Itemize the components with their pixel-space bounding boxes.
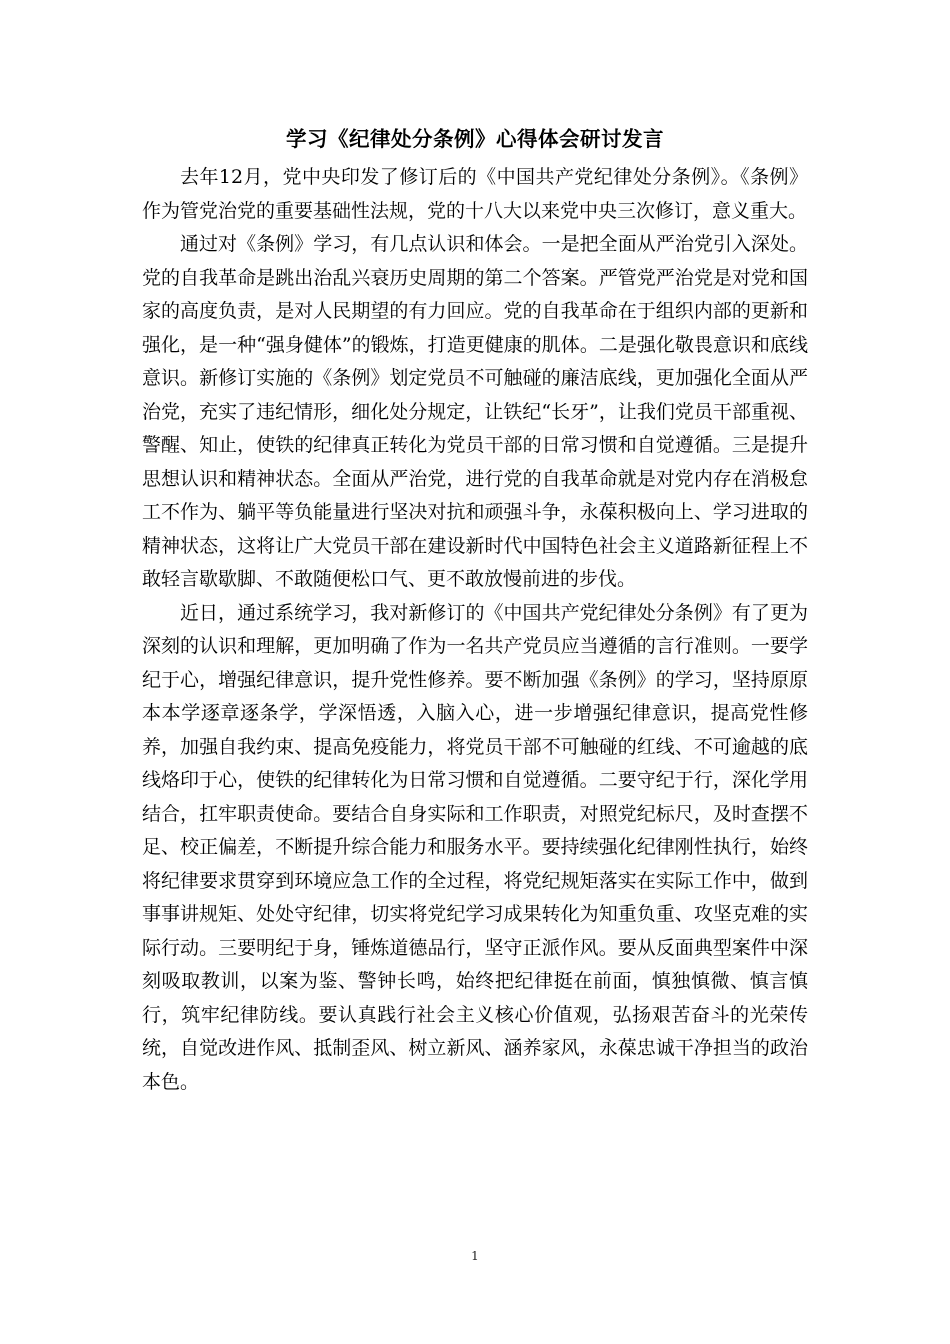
document-body: [142, 161, 808, 1099]
page-number: 1: [471, 1249, 479, 1263]
document-title: 学习《纪律处分条例》心得体会研讨发言: [286, 127, 664, 151]
paragraph-understanding: 通过对《条例》学习，有几点认识和体会。一是把全面从严治党引入深处。党的自我革命是跳出治乱兴衰历史周期的第二个答案。严管党严治党是对党和国家的高度负责，是对人民期望的有力回应。党的自我革命在于组织内部的更新和强化，是一种“强身健体”的锻炼，打造更健康的肌体。二是强化敬畏意识和底线意识。新修订实施的《条例》划定党员不可触碰的廉洁底线，更加强化全面从严治党，充实了违纪情形，细化处分规定，让铁纪“长牙”，让我们党员干部重视、警醒、知止，使铁的纪律真正转化为党员干部的日常习惯和自觉遵循。三是提升思想认识和精神状态。全面从严治党，进行党的自我革命就是对党内存在消极怠工不作为、躺平等负能量进行坚决对抗和顽强斗争，永葆积极向上、学习进取的精神状态，这将让广大党员干部在建设新时代中国特色社会主义道路新征程上不敢轻言歇歇脚、不敢随便松口气、更不敢放慢前进的步伐。: [142, 233, 808, 590]
paragraph-intro: 去年12月，党中央印发了修订后的《中国共产党纪律处分条例》。《条例》作为管党治党的重要基础性法规，党的十八大以来党中央三次修订，意义重大。: [142, 166, 808, 222]
paragraph-practice: 近日，通过系统学习，我对新修订的《中国共产党纪律处分条例》有了更为深刻的认识和理解，更加明确了作为一名共产党员应当遵循的言行准则。一要学纪于心，增强纪律意识，提升党性修养。要不断加强《条例》的学习，坚持原原本本学逐章逐条学，学深悟透，入脑入心，进一步增强纪律意识，提高党性修养，加强自我约束、提高免疫能力，将党员干部不可触碰的红线、不可逾越的底线烙印于心，使铁的纪律转化为日常习惯和自觉遵循。二要守纪于行，深化学用结合，扛牢职责使命。要结合自身实际和工作职责，对照党纪标尺，及时查摆不足、校正偏差，不断提升综合能力和服务水平。要持续强化纪律刚性执行，始终将纪律要求贯穿到环境应急工作的全过程，将党纪规矩落实在实际工作中，做到事事讲规矩、处处守纪律，切实将党纪学习成果转化为知重负重、攻坚克难的实际行动。三要明纪于身，锤炼道德品行，坚守正派作风。要从反面典型案件中深刻吸取教训，以案为鉴、警钟长鸣，始终把纪律挺在前面，慎独慎微、慎言慎行，筑牢纪律防线。要认真践行社会主义核心价值观，弘扬艰苦奋斗的光荣传统，自觉改进作风、抵制歪风、树立新风、涵养家风，永葆忠诚干净担当的政治本色。: [142, 601, 808, 1093]
